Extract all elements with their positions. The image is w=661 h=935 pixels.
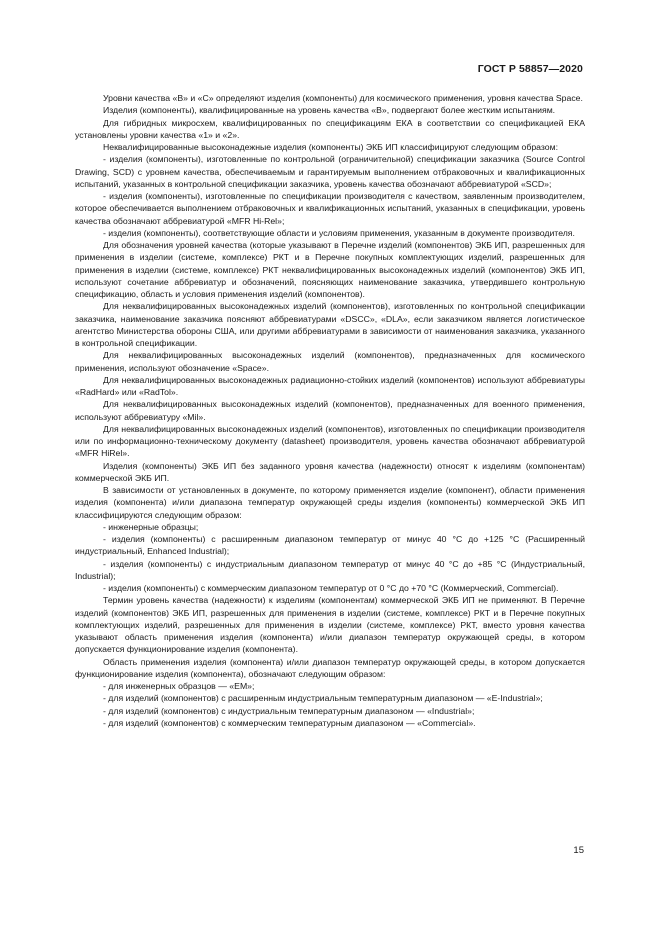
paragraph: Для неквалифицированных высоконадежных радиационно-стойких изделий (компонентов) используют аббревиатуры «RadHard» или «RadTol». xyxy=(75,374,585,397)
paragraph: Для обозначения уровней качества (которые указывают в Перечне изделий (компонентов) ЭКБ ИП, разрешенных для применения в изделии (системе, комплексе) РКТ и в Перечне покупных комплектующих изделий, разрешенных для применения в изделии (системе, комплексе) РКТ неквалифицированных высоконадежных изделий (компонентов) ЭКБ ИП, используют сочетание аббревиатур и обозначений, поясняющих наименование заказчика, утвердившего контрольную спецификацию, область и условия применения изделий (компонентов). xyxy=(75,240,585,299)
standard-designation: ГОСТ Р 58857—2020 xyxy=(477,63,583,75)
paragraph: Область применения изделия (компонента) и/или диапазон температур окружающей среды, в котором допускается функционирование изделия (компонента), обозначают следующим образом: xyxy=(75,656,585,679)
list-item: - изделия (компоненты) с коммерческим диапазоном температур от 0 °С до +70 °С (Коммерческий, Commercial). xyxy=(103,583,559,593)
paragraph: В зависимости от установленных в документе, по которому применяется изделие (компонент), области применения изделия (компонента) и/или диапазона температур окружающей среды изделия (компоненты) коммерческой ЭКБ ИП классифицируются следующим образом: xyxy=(75,485,585,520)
paragraph: Термин уровень качества (надежности) к изделиям (компонентам) коммерческой ЭКБ ИП не применяют. В Перечне изделий (компонентов) ЭКБ ИП, разрешенных для применения в изделии (системе, комплексе) РКТ и в Перечне покупных комплектующих изделий, разрешенных для применения в изделии (системе, комплексе) РКТ, вместо уровня качества указывают область применения изделия (компонента) и/или диапазон температур окружающей среды, в котором допускается функционирование изделия (компонента). xyxy=(75,595,585,655)
paragraph: Уровни качества «B» и «C» определяют изделия (компоненты) для космического применения, уровня качества Space. xyxy=(103,93,583,103)
page-number: 15 xyxy=(573,845,584,856)
paragraph: Для неквалифицированных высоконадежных изделий (компонентов), предназначенных для военного применения, используют аббревиатуру «Mil». xyxy=(75,399,585,422)
list-item: - для изделий (компонентов) с расширенным индустриальным температурным диапазоном — «E-Industrial»; xyxy=(103,693,543,704)
list-item: - изделия (компоненты) с индустриальным диапазоном температур от минус 40 °С до +85 °С (Индустриальный, Industrial); xyxy=(75,558,585,581)
paragraph: Изделия (компоненты) ЭКБ ИП без заданного уровня качества (надежности) относят к изделиям (компонентам) коммерческой ЭКБ ИП. xyxy=(75,460,585,483)
paragraph: Для неквалифицированных высоконадежных изделий (компонентов), предназначенных для космического применения, используют обозначение «Space». xyxy=(75,350,585,373)
list-item: - изделия (компоненты), соответствующие области и условиям применения, указанным в документе производителя. xyxy=(103,227,575,238)
list-item: - для изделий (компонентов) с индустриальным температурным диапазоном — «Industrial»; xyxy=(103,705,475,716)
list-item: - изделия (компоненты), изготовленные по контрольной (ограничительной) спецификации заказчика (Source Control Drawing, SCD) с уровнем качества, обеспечиваемым и гарантируемым выполнением отбраковочных и квалификационных испытаний, указанных в контрольной спецификации заказчика, уровень качества обозначают аббревиатурой «SCD»; xyxy=(75,154,585,189)
list-item: - изделия (компоненты) с расширенным диапазоном температур от минус 40 °С до +125 °С (Расширенный индустриальный, Enhanced Industrial); xyxy=(75,534,585,557)
paragraph: Для неквалифицированных высоконадежных изделий (компонентов), изготовленных по спецификации производителя или по информационно-техническому документу (datasheet) производителя, уровень качества обозначают аббревиатурой «MFR HiRel». xyxy=(75,423,585,459)
document-body xyxy=(75,92,585,729)
paragraph: Изделия (компоненты), квалифицированные на уровень качества «B», подвергают более жестким испытаниям. xyxy=(103,105,556,116)
list-item: - инженерные образцы; xyxy=(103,521,199,532)
paragraph: Для гибридных микросхем, квалифицированных по спецификациям ЕКА в соответствии со спецификацией ЕКА установлены уровни качества «1» и «2». xyxy=(75,117,585,140)
paragraph: Неквалифицированные высоконадежные изделия (компоненты) ЭКБ ИП классифицируют следующим образом: xyxy=(103,142,559,152)
list-item: - для инженерных образцов — «EM»; xyxy=(103,681,255,691)
list-item: - изделия (компоненты), изготовленные по спецификации производителя с качеством, заявленным производителем, которое обеспечивается выполнением отбраковочных и квалификационных испытаний, указанных в спецификации, уровень качества обозначают аббревиатурой «MFR Hi-Rel»; xyxy=(75,191,585,226)
paragraph: Для неквалифицированных высоконадежных изделий (компонентов), изготовленных по контрольной спецификации заказчика, наименование заказчика поясняют аббревиатурами «DSCC», «DLA», если заказчиком является логистическое агентство Министерства обороны США, или другими аббревиатурами в зависимости от наименования заказчика, указанного в контрольной спецификации. xyxy=(75,301,585,348)
list-item: - для изделий (компонентов) с коммерческим температурным диапазоном — «Commercial». xyxy=(103,717,476,728)
